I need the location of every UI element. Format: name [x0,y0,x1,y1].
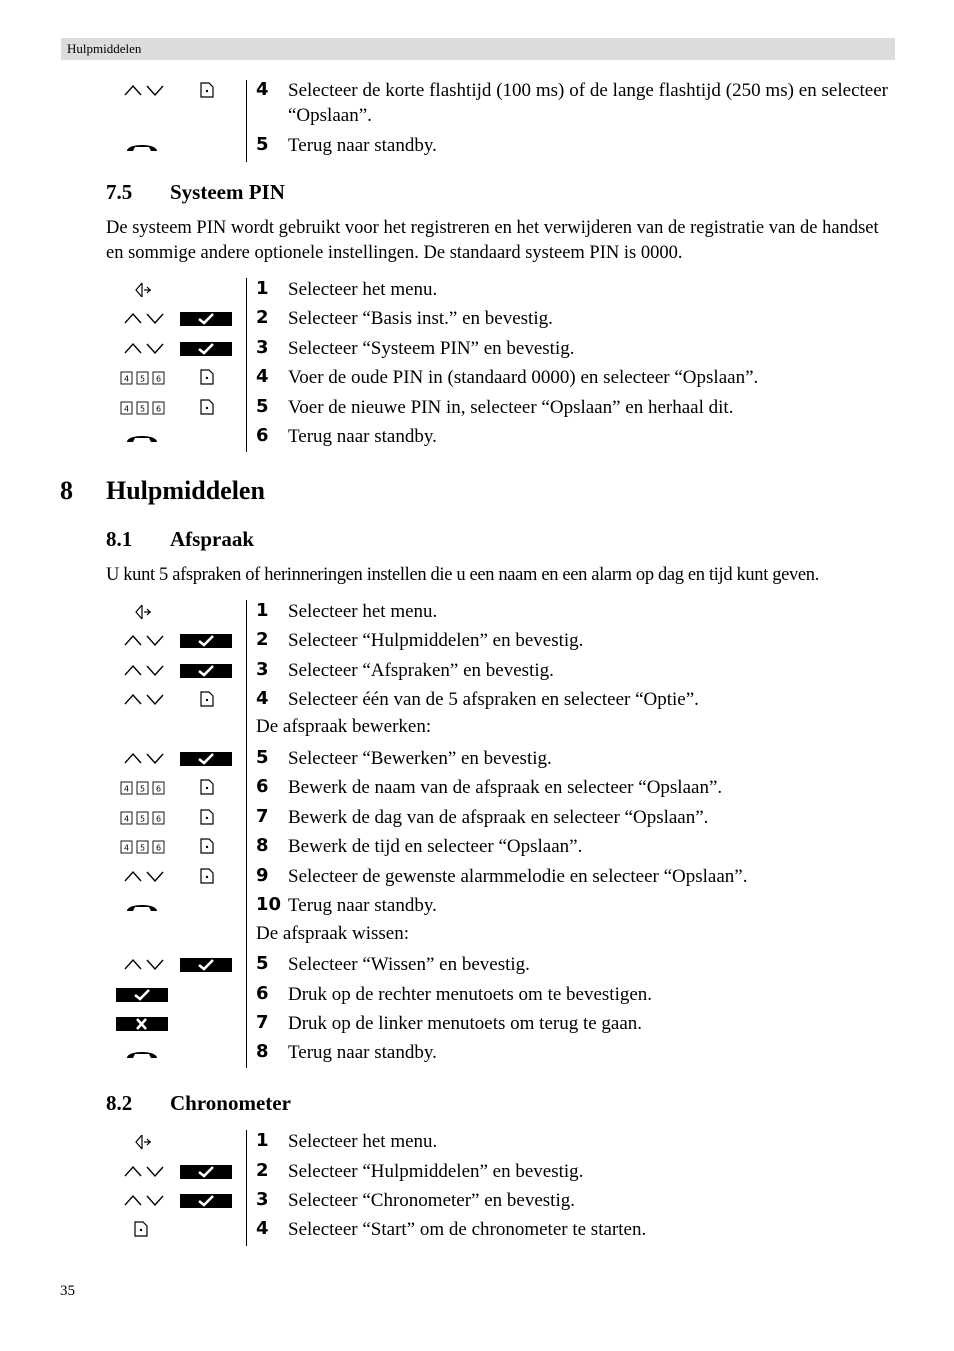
up-down-arrows-icon [123,751,165,765]
step-row [0,131,954,160]
step-text: Selecteer “Chronometer” en bevestig. [288,1190,575,1211]
step-row [0,980,954,1009]
softkey-icon [200,868,214,884]
step-text: Selecteer het menu. [288,1131,438,1152]
softkey-icon [200,838,214,854]
end-call-phone-icon [125,900,159,914]
edit-subheading: De afspraak bewerken: [256,716,432,737]
step-row [0,832,954,861]
step-number: 5 [256,953,269,974]
section-8-1-description: U kunt 5 afspraken of herinneringen instellen die u een naam en een alarm op dag en tijd kunt geven. [106,565,819,585]
running-header [61,38,895,60]
step-row [0,773,954,802]
step-number: 2 [256,629,269,650]
step-number: 4 [256,688,269,709]
step-text: Druk op de linker menutoets om terug te gaan. [288,1013,643,1034]
step-text: Selecteer “Wissen” en bevestig. [288,954,530,975]
up-down-arrows-icon [123,663,165,677]
menu-key-icon [134,1133,152,1151]
step-text: Terug naar standby. [288,1042,437,1063]
softkey-icon [200,809,214,825]
step-text: Selecteer de gewenste alarmmelodie en selecteer “Opslaan”. [288,866,748,887]
delete-subheading: De afspraak wissen: [256,923,410,944]
step-row [0,862,954,891]
step-row [0,304,954,333]
section-heading-7-5: 7.5 Systeem PIN [106,180,285,204]
confirm-check-icon [180,752,232,766]
step-text: Terug naar standby. [288,895,437,916]
step-text: Voer de nieuwe PIN in, selecteer “Opslaan” en herhaal dit. [288,397,734,418]
step-number: 4 [256,366,269,387]
up-down-arrows-icon [123,83,165,97]
step-number: 3 [256,659,269,680]
up-down-arrows-icon [123,1193,165,1207]
step-number: 7 [256,806,269,827]
svg-text:4: 4 [123,814,130,824]
confirm-check-icon [180,958,232,972]
step-number: 6 [256,776,269,797]
svg-text:5: 5 [139,404,146,414]
keypad-keys-icon [120,401,166,415]
end-call-phone-icon [125,1047,159,1061]
confirm-check-icon [180,1165,232,1179]
step-text: Selecteer “Hulpmiddelen” en bevestig. [288,630,584,651]
softkey-icon [200,691,214,707]
step-number: 4 [256,79,269,100]
step-row [0,393,954,422]
step-text: Voer de oude PIN in (standaard 0000) en selecteer “Opslaan”. [288,367,759,388]
softkey-icon [200,399,214,415]
step-text: Selecteer “Bewerken” en bevestig. [288,748,552,769]
step-text: Selecteer “Afspraken” en bevestig. [288,660,554,681]
step-number: 2 [256,1160,269,1181]
step-row [0,422,954,451]
step-row [0,334,954,363]
keypad-keys-icon [120,811,166,825]
page-number: 35 [60,1283,75,1299]
end-call-phone-icon [125,431,159,445]
step-text: Bewerk de dag van de afspraak en selecteer “Opslaan”. [288,807,709,828]
step-row [0,1157,954,1186]
step-number: 6 [256,983,269,1004]
svg-text:6: 6 [155,784,162,794]
confirm-check-icon [180,342,232,356]
step-row [0,685,954,714]
step-text: Selecteer de korte flashtijd (100 ms) of de lange flashtijd (250 ms) en selecteer “Opslaan”. [288,80,888,126]
softkey-icon [200,82,214,98]
svg-text:5: 5 [139,784,146,794]
step-row [0,1038,954,1067]
step-text: Selecteer het menu. [288,601,438,622]
svg-text:6: 6 [155,374,162,384]
section-heading-8-1: 8.1 Afspraak [106,527,255,551]
step-text: Terug naar standby. [288,135,437,156]
step-number: 5 [256,396,269,417]
step-row [0,656,954,685]
svg-text:4: 4 [123,374,130,384]
step-row [0,1215,954,1244]
step-row [0,891,954,920]
svg-text:4: 4 [123,404,130,414]
step-row [0,597,954,626]
chapter-heading-8: 8 Hulpmiddelen [60,476,265,505]
step-row [0,950,954,979]
svg-text:6: 6 [155,404,162,414]
svg-text:5: 5 [139,814,146,824]
up-down-arrows-icon [123,633,165,647]
menu-key-icon [134,281,152,299]
softkey-icon [200,369,214,385]
step-row [0,744,954,773]
svg-text:6: 6 [155,843,162,853]
step-row [0,1127,954,1156]
step-row [0,1009,954,1038]
confirm-check-icon [180,634,232,648]
step-number: 3 [256,1189,269,1210]
step-text: Selecteer het menu. [288,279,438,300]
svg-text:6: 6 [155,814,162,824]
step-number: 1 [256,1130,269,1151]
step-row [0,76,954,126]
confirm-check-icon [180,312,232,326]
confirm-check-icon [180,1194,232,1208]
step-number: 8 [256,1041,269,1062]
subheading-row [0,714,954,743]
keypad-keys-icon [120,840,166,854]
step-number: 1 [256,600,269,621]
softkey-icon [134,1221,148,1237]
step-number: 2 [256,307,269,328]
step-text: Selecteer één van de 5 afspraken en selecteer “Optie”. [288,689,699,710]
right-menu-key-check-icon [116,988,168,1002]
step-number: 3 [256,337,269,358]
step-row [0,363,954,392]
step-text: Druk op de rechter menutoets om te bevestigen. [288,984,653,1005]
keypad-keys-icon [120,781,166,795]
step-number: 5 [256,134,269,155]
step-text: Terug naar standby. [288,426,437,447]
running-header-title: Hulpmiddelen [67,41,142,56]
up-down-arrows-icon [123,869,165,883]
up-down-arrows-icon [123,341,165,355]
step-number: 10 [256,894,282,915]
menu-key-icon [134,603,152,621]
up-down-arrows-icon [123,692,165,706]
step-text: Bewerk de tijd en selecteer “Opslaan”. [288,836,583,857]
svg-text:5: 5 [139,843,146,853]
step-text: Bewerk de naam van de afspraak en selecteer “Opslaan”. [288,777,723,798]
step-number: 1 [256,278,269,299]
step-text: Selecteer “Start” om de chronometer te starten. [288,1219,647,1240]
step-text: Selecteer “Systeem PIN” en bevestig. [288,338,575,359]
step-number: 7 [256,1012,269,1033]
confirm-check-icon [180,664,232,678]
step-row [0,1186,954,1215]
section-7-5-description: De systeem PIN wordt gebruikt voor het registreren en het verwijderen van de registratie van de handset en sommige andere optionele instellingen. De standaard systeem PIN is 0000. [106,218,879,263]
section-heading-8-2: 8.2 Chronometer [106,1091,291,1115]
svg-text:4: 4 [123,784,130,794]
step-number: 4 [256,1218,269,1239]
subheading-row [0,921,954,950]
step-row [0,626,954,655]
step-number: 6 [256,425,269,446]
end-call-phone-icon [125,140,159,154]
svg-text:5: 5 [139,374,146,384]
up-down-arrows-icon [123,1164,165,1178]
step-text: Selecteer “Basis inst.” en bevestig. [288,308,553,329]
step-row [0,803,954,832]
up-down-arrows-icon [123,311,165,325]
step-number: 8 [256,835,269,856]
left-menu-key-cross-icon [116,1017,168,1031]
keypad-keys-icon [120,371,166,385]
softkey-icon [200,779,214,795]
step-row [0,275,954,304]
up-down-arrows-icon [123,957,165,971]
svg-text:4: 4 [123,843,130,853]
step-number: 5 [256,747,269,768]
step-text: Selecteer “Hulpmiddelen” en bevestig. [288,1161,584,1182]
step-number: 9 [256,865,269,886]
